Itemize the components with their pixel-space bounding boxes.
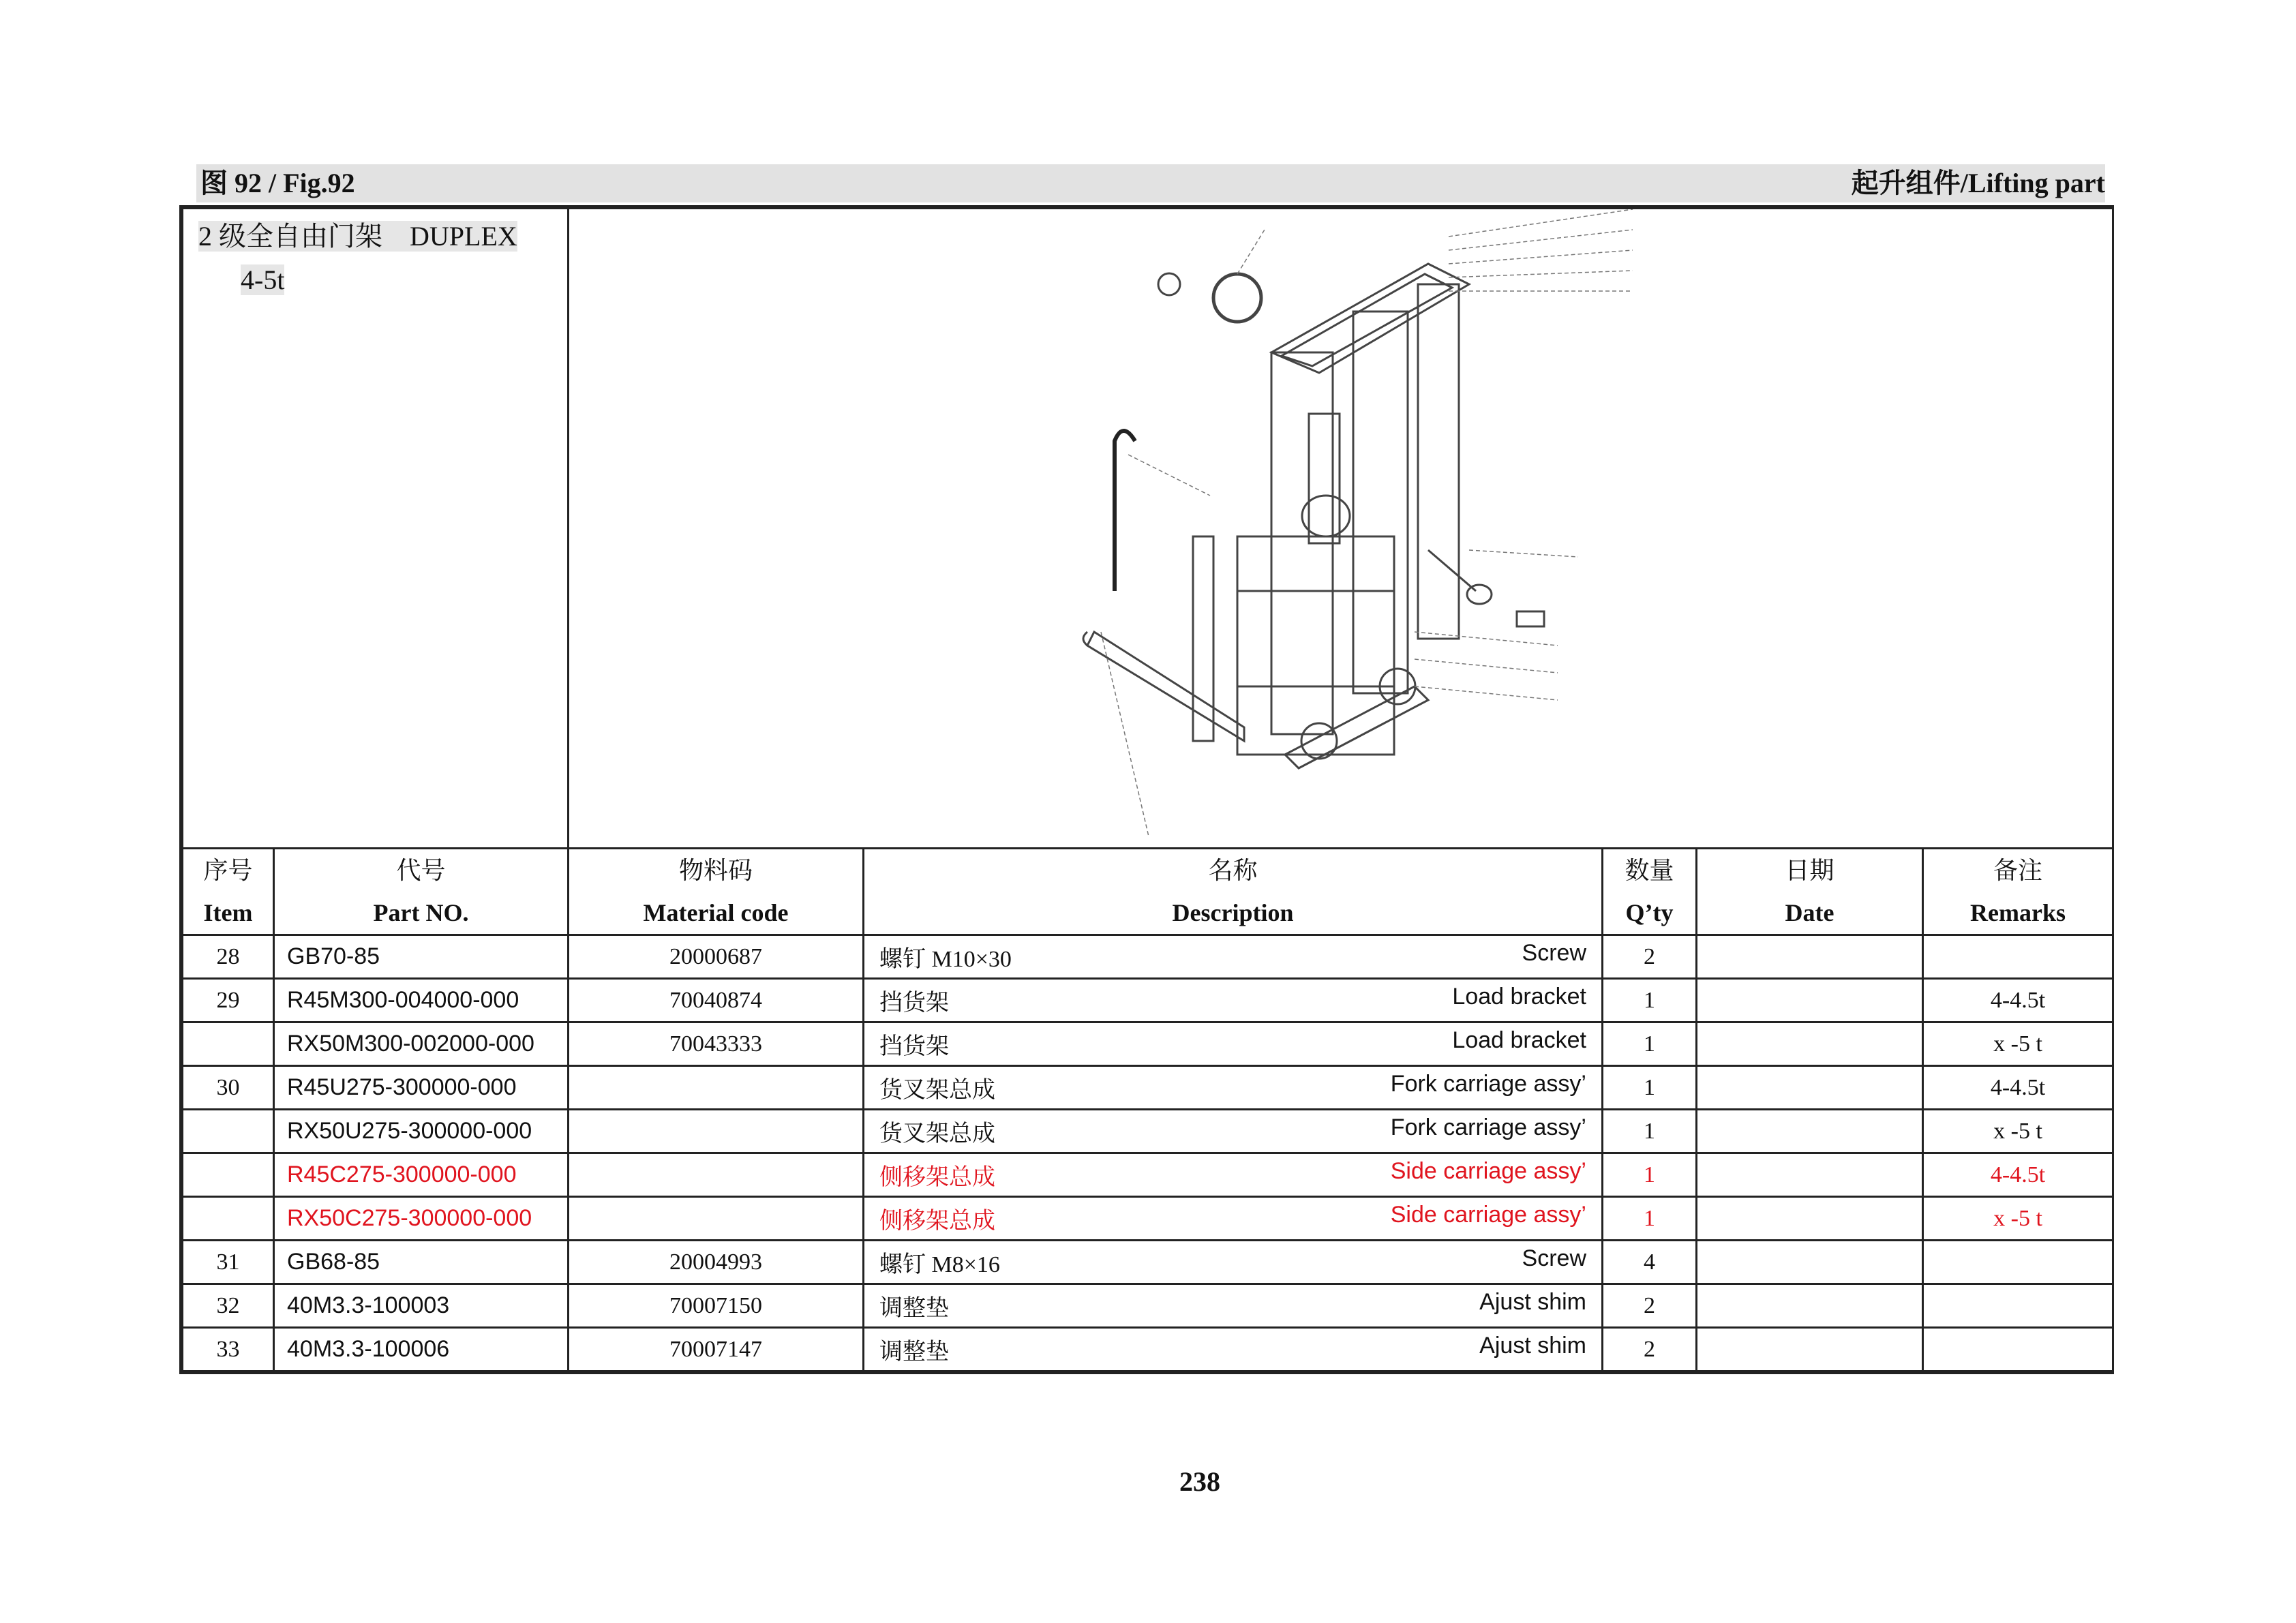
- material-code: [569, 1197, 864, 1241]
- description-en: Screw: [1522, 1245, 1586, 1271]
- description-en: Fork carriage assy’: [1390, 1114, 1586, 1140]
- table-row: [183, 1066, 2113, 1110]
- material-code: [569, 1110, 864, 1153]
- date: [1697, 935, 1923, 979]
- table-row: [183, 1153, 2113, 1197]
- description-cn: 挡货架: [879, 1034, 949, 1059]
- remarks: [1923, 1328, 2113, 1371]
- col-date: 日期 Date: [1697, 849, 1923, 935]
- description-en: Side carriage assy’: [1390, 1158, 1586, 1184]
- part-number: GB68-85: [274, 1241, 569, 1284]
- item-number: 30: [183, 1066, 274, 1110]
- remarks: [1923, 1241, 2113, 1284]
- item-number: 33: [183, 1328, 274, 1371]
- quantity: 1: [1603, 1066, 1697, 1110]
- table-row: [183, 979, 2113, 1022]
- section-title: 起升组件/Lifting part: [1851, 168, 2105, 198]
- quantity: 2: [1603, 1328, 1697, 1371]
- remarks: [1923, 935, 2113, 979]
- remarks: 4-4.5t: [1923, 1066, 2113, 1110]
- quantity: 1: [1603, 979, 1697, 1022]
- item-number: [183, 1022, 274, 1066]
- description: [864, 1022, 1603, 1066]
- description: [864, 1284, 1603, 1328]
- material-code: 70043333: [569, 1022, 864, 1066]
- model-cell: [183, 209, 569, 849]
- item-number: [183, 1110, 274, 1153]
- date: [1697, 1197, 1923, 1241]
- remarks: x -5 t: [1923, 1022, 2113, 1066]
- quantity: 1: [1603, 1022, 1697, 1066]
- part-number: R45M300-004000-000: [274, 979, 569, 1022]
- description-en: Load bracket: [1452, 984, 1586, 1010]
- model-capacity: 4-5t: [241, 264, 285, 295]
- part-number: GB70-85: [274, 935, 569, 979]
- table-row: [183, 1241, 2113, 1284]
- date: [1697, 1066, 1923, 1110]
- model-name: 2 级全自由门架 DUPLEX: [198, 221, 517, 252]
- col-material-code: 物料码 Material code: [569, 849, 864, 935]
- material-code: 70040874: [569, 979, 864, 1022]
- col-remarks: 备注 Remarks: [1923, 849, 2113, 935]
- col-item: 序号 Item: [183, 849, 274, 935]
- description-cn: 侧移架总成: [879, 1209, 995, 1234]
- quantity: 1: [1603, 1153, 1697, 1197]
- part-number: 40M3.3-100006: [274, 1328, 569, 1371]
- col-qty: 数量 Q’ty: [1603, 849, 1697, 935]
- description-en: Fork carriage assy’: [1390, 1071, 1586, 1097]
- description: [864, 1328, 1603, 1371]
- mast-exploded-view-illustration: [569, 209, 2117, 847]
- material-code: [569, 1153, 864, 1197]
- part-number: RX50U275-300000-000: [274, 1110, 569, 1153]
- table-row: [183, 935, 2113, 979]
- item-number: [183, 1153, 274, 1197]
- remarks: x -5 t: [1923, 1197, 2113, 1241]
- table-row: [183, 1110, 2113, 1153]
- description-cn: 货叉架总成: [879, 1121, 995, 1147]
- description: [864, 1197, 1603, 1241]
- date: [1697, 979, 1923, 1022]
- description-en: Screw: [1522, 940, 1586, 966]
- col-part-no: 代号 Part NO.: [274, 849, 569, 935]
- table-row: [183, 1328, 2113, 1371]
- item-number: 28: [183, 935, 274, 979]
- description: [864, 935, 1603, 979]
- item-number: [183, 1197, 274, 1241]
- description-cn: 挡货架: [879, 990, 949, 1016]
- description-en: Side carriage assy’: [1390, 1202, 1586, 1228]
- description-cn: 调整垫: [879, 1339, 949, 1365]
- description: [864, 1110, 1603, 1153]
- material-code: 70007150: [569, 1284, 864, 1328]
- description-cn: 螺钉 M8×16: [879, 1252, 1000, 1277]
- parts-sheet: [179, 205, 2114, 1374]
- description-cn: 侧移架总成: [879, 1165, 995, 1190]
- description-cn: 调整垫: [879, 1296, 949, 1321]
- date: [1697, 1284, 1923, 1328]
- remarks: 4-4.5t: [1923, 979, 2113, 1022]
- quantity: 2: [1603, 1284, 1697, 1328]
- material-code: 20004993: [569, 1241, 864, 1284]
- part-number: RX50M300-002000-000: [274, 1022, 569, 1066]
- col-description: 名称 Description: [864, 849, 1603, 935]
- remarks: [1923, 1284, 2113, 1328]
- description-cn: 螺钉 M10×30: [879, 947, 1012, 972]
- item-number: 29: [183, 979, 274, 1022]
- description-en: Load bracket: [1452, 1027, 1586, 1053]
- part-number: R45C275-300000-000: [274, 1153, 569, 1197]
- table-row: [183, 1197, 2113, 1241]
- description-cn: 货叉架总成: [879, 1078, 995, 1103]
- quantity: 1: [1603, 1197, 1697, 1241]
- item-number: 31: [183, 1241, 274, 1284]
- date: [1697, 1241, 1923, 1284]
- description: [864, 1066, 1603, 1110]
- date: [1697, 1328, 1923, 1371]
- remarks: x -5 t: [1923, 1110, 2113, 1153]
- item-number: 32: [183, 1284, 274, 1328]
- description: [864, 1153, 1603, 1197]
- quantity: 4: [1603, 1241, 1697, 1284]
- date: [1697, 1110, 1923, 1153]
- material-code: [569, 1066, 864, 1110]
- material-code: 20000687: [569, 935, 864, 979]
- part-number: R45U275-300000-000: [274, 1066, 569, 1110]
- remarks: 4-4.5t: [1923, 1153, 2113, 1197]
- material-code: 70007147: [569, 1328, 864, 1371]
- date: [1697, 1022, 1923, 1066]
- part-number: RX50C275-300000-000: [274, 1197, 569, 1241]
- part-number: 40M3.3-100003: [274, 1284, 569, 1328]
- table-header-row: [183, 849, 2113, 935]
- page-header-band: [196, 164, 2105, 202]
- table-row: [183, 1022, 2113, 1066]
- description-en: Ajust shim: [1479, 1289, 1586, 1315]
- description-en: Ajust shim: [1479, 1333, 1586, 1359]
- quantity: 1: [1603, 1110, 1697, 1153]
- quantity: 2: [1603, 935, 1697, 979]
- exploded-diagram: [569, 209, 2113, 849]
- date: [1697, 1153, 1923, 1197]
- page-number: 238: [1179, 1466, 1220, 1497]
- figure-label: 图 92 / Fig.92: [200, 168, 355, 198]
- description: [864, 1241, 1603, 1284]
- table-row: [183, 1284, 2113, 1328]
- description: [864, 979, 1603, 1022]
- parts-table: [181, 207, 2114, 1372]
